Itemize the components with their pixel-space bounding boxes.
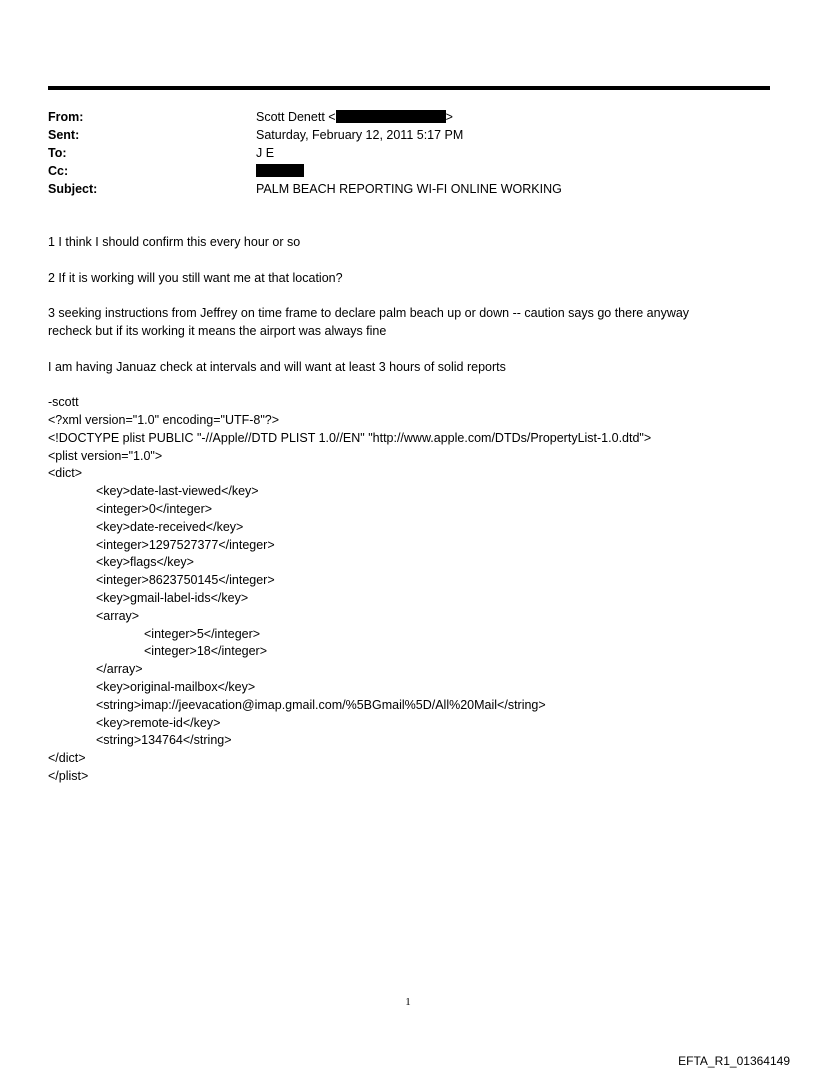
- xml-line: <key>remote-id</key>: [96, 715, 221, 730]
- header-rule: [48, 86, 770, 90]
- xml-line: <key>flags</key>: [96, 555, 194, 570]
- xml-line: <integer>8623750145</integer>: [96, 573, 275, 588]
- body-line: 3 seeking instructions from Jeffrey on time frame to declare palm beach up or down -- caution says go there anyway: [48, 306, 690, 321]
- from-close: >: [445, 110, 453, 124]
- body-line: recheck but if its working it means the airport was always fine: [48, 323, 387, 338]
- to-row: [48, 144, 770, 162]
- subject-value: PALM BEACH REPORTING WI-FI ONLINE WORKING: [256, 182, 562, 196]
- xml-line: <dict>: [48, 466, 83, 481]
- from-row: [48, 108, 770, 126]
- xml-line: <array>: [96, 608, 140, 623]
- from-value: [256, 108, 770, 126]
- redaction-box: [336, 110, 446, 123]
- document-id: EFTA_R1_01364149: [678, 1054, 790, 1068]
- xml-line: </dict>: [48, 751, 86, 766]
- subject-row: [48, 180, 770, 198]
- body-line: 2 If it is working will you still want me at that location?: [48, 270, 343, 285]
- xml-line: <plist version="1.0">: [48, 448, 163, 463]
- subject-label: Subject:: [48, 182, 98, 196]
- xml-line: <string>imap://jeevacation@imap.gmail.com/%5BGmail%5D/All%20Mail</string>: [96, 697, 546, 712]
- cc-value: [256, 162, 770, 180]
- xml-line: <integer>1297527377</integer>: [96, 537, 275, 552]
- xml-line: </array>: [96, 662, 143, 677]
- xml-line: <key>date-received</key>: [96, 519, 244, 534]
- email-header: [48, 108, 770, 198]
- xml-line: <string>134764</string>: [96, 733, 232, 748]
- from-name: Scott Denett <: [256, 110, 336, 124]
- body-line: I am having Januaz check at intervals and will want at least 3 hours of solid reports: [48, 359, 506, 374]
- xml-line: <!DOCTYPE plist PUBLIC "-//Apple//DTD PLIST 1.0//EN" "http://www.apple.com/DTDs/PropertyList-1.0.dtd">: [48, 430, 652, 445]
- xml-line: <integer>18</integer>: [144, 644, 268, 659]
- to-label: To:: [48, 146, 67, 160]
- page-number: 1: [405, 996, 411, 1008]
- xml-line: <key>date-last-viewed</key>: [96, 484, 259, 499]
- cc-row: [48, 162, 770, 180]
- sent-label: Sent:: [48, 128, 80, 142]
- email-body: [48, 234, 770, 786]
- cc-label: Cc:: [48, 164, 69, 178]
- body-line: 1 I think I should confirm this every hour or so: [48, 235, 301, 249]
- signature: -scott: [48, 395, 79, 410]
- xml-line: <key>original-mailbox</key>: [96, 679, 256, 694]
- xml-line: <integer>0</integer>: [96, 501, 213, 516]
- redaction-box: [256, 164, 304, 177]
- plist-xml: [48, 412, 770, 786]
- xml-line: <key>gmail-label-ids</key>: [96, 590, 249, 605]
- xml-line: </plist>: [48, 768, 89, 783]
- xml-line: <integer>5</integer>: [144, 626, 261, 641]
- from-label: From:: [48, 110, 84, 124]
- xml-line: <?xml version="1.0" encoding="UTF-8"?>: [48, 412, 280, 427]
- sent-row: [48, 126, 770, 144]
- sent-value: Saturday, February 12, 2011 5:17 PM: [256, 128, 464, 142]
- to-value: J E: [256, 146, 275, 160]
